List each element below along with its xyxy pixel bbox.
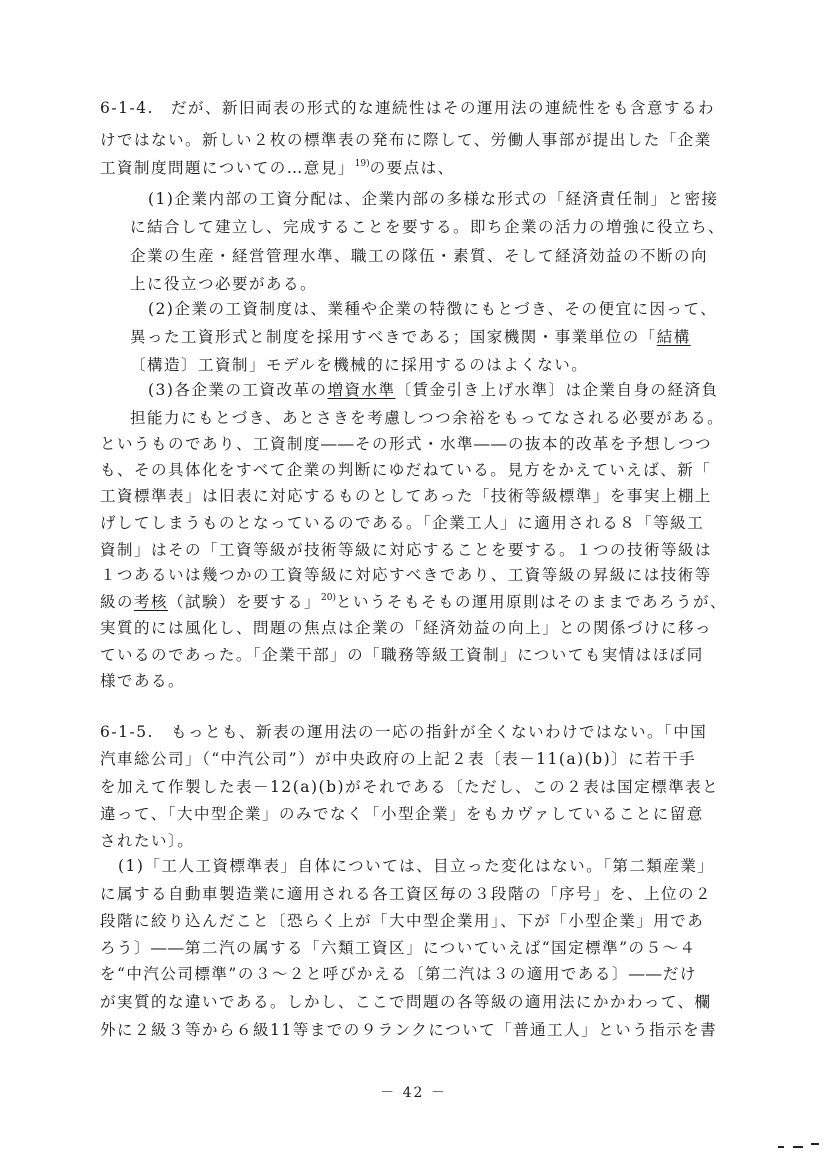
text-line [100,777,719,797]
text-line [100,486,712,506]
underlined-term: 考核 [134,593,169,611]
text-line [130,217,725,237]
text-line [100,540,712,560]
text-line [130,327,691,347]
text-line [100,884,712,904]
text-run: 様である。 [100,672,186,690]
text-line [100,158,455,181]
text-line [100,671,185,691]
text-run: (1)企業内部の工資分配は、企業内部の多様な形式の「経済責任制」と密接 [148,190,719,208]
text-run: 違って、「大中型企業」のみでなく「小型企業」をもカヴァしていることに留意 [100,805,704,823]
text-line [100,1020,717,1040]
text-line [130,274,317,294]
text-line [100,434,712,454]
underlined-term: 増資水準 [327,381,396,399]
text-line [100,722,707,742]
text-run: 上に役立つ必要がある。 [130,275,318,293]
text-run: に結合して建立し、完成することを要する。即ち企業の活力の増強に役立ち、 [130,218,726,236]
text-run: も、その具体化をすべて企業の判断にゆだねている。見方をかえていえば、新「 [100,461,712,479]
text-line [118,856,714,876]
text-line [130,246,708,266]
text-run: 6-1-4. だが、新旧両表の形式的な連続性はその運用法の連続性をも含意するわ [100,99,715,117]
text-line [100,645,704,665]
text-line [100,938,697,958]
scan-speck [778,1146,784,1148]
text-line [148,380,719,400]
text-run: 資制」はその「工資等級が技術等級に対応することを要する。１つの技術等級は [100,541,713,559]
text-run: 6-1-5. もっとも、新表の運用法の一応の指針が全くないわけではない。「中国 [100,723,708,741]
text-run: 汽車総公司」（“中汽公司”）が中央政府の上記２表〔表－11(a)(b)〕に若干手 [100,750,697,768]
text-line [130,408,724,428]
text-run: の要点は、 [369,159,455,177]
text-run: を加えて作製した表－12(a)(b)がそれである〔ただし、この２表は国定標準表と [100,778,720,796]
text-line [100,130,712,150]
text-line [100,911,704,931]
text-line [100,831,194,851]
text-run: ているのであった。「企業干部」の「職務等級工資制」についても実情はほぼ同 [100,646,704,664]
text-line [130,355,588,375]
text-run: というものであり、工資制度――その形式・水準――の抜本的改革を予想しつつ [100,435,713,453]
text-run: けではない。新しい２枚の標準表の発布に際して、労働人事部が提出した「企業 [100,131,712,149]
page-number: － 42 － [380,1085,447,1101]
text-line [100,460,711,480]
text-run: が実質的な違いである。しかし、ここで問題の各等級の適用法にかかわって、欄 [100,993,712,1011]
text-run: (2)企業の工資制度は、業種や企業の特徴にもとづき、その便宜に因って、 [148,300,718,318]
text-line [100,513,704,533]
text-run: げしてしまうものとなっているのである。「企業工人」に適用される８「等級工 [100,514,705,532]
text-run: を“中汽公司標準”の３～２と呼びかえる〔第二汽は３の適用である〕――だけ [100,965,697,983]
text-line [100,964,697,984]
text-run: 担能力にもとづき、あとさきを考慮しつつ余裕をもってなされる必要がある。 [130,409,725,427]
text-run: 工資制度問題についての…意見」 [100,159,355,177]
text-run: 〔賃金引き上げ水準〕は企業自身の経済負 [395,381,719,399]
text-line [100,749,696,769]
text-line [100,618,712,638]
text-run: されたい〕。 [100,832,195,850]
text-run: 異った工資形式と制度を採用すべきである；国家機関・事業単位の「 [130,328,657,346]
text-run: 級の [100,593,135,611]
text-run: (1)「工人工資標準表」自体については、目立った変化はない。「第二類産業」 [118,857,715,875]
text-line [100,992,712,1012]
text-run: 外に２級３等から６級11等までの９ランクについて「普通工人」という指示を書 [100,1021,718,1039]
text-line [148,299,717,319]
text-line [100,592,727,615]
text-run: というそもそもの運用原則はそのままであろうが、 [336,593,728,611]
underlined-term: 結構 [656,328,691,346]
text-run: ろう〕――第二汽の属する「六類工資区」についていえば“国定標準”の５～４ [100,939,697,957]
text-run: に属する自動車製造業に適用される各工資区毎の３段階の「序号」を、上位の２ [100,885,713,903]
text-run: （試験）を要する」 [168,593,322,611]
footnote-ref: 20) [321,593,337,603]
scan-speck [793,1146,803,1148]
footnote-ref: 19) [354,159,370,169]
text-run: 実質的には風化し、問題の焦点は企業の「経済効益の向上」との関係づけに移っ [100,619,713,637]
text-line [148,189,718,209]
text-line [100,804,704,824]
text-run: 〔構造〕工資制」モデルを機械的に採用するのはよくない。 [130,356,589,374]
text-run: (3)各企業の工資改革の [148,381,328,399]
text-run: 工資標準表」は旧表に対応するものとしてあった「技術等級標準」を事実上棚上 [100,487,712,505]
text-run: １つあるいは幾つかの工資等級に対応すべきであり、工資等級の昇級には技術等 [100,566,712,584]
text-line [100,565,712,585]
text-run: 段階に絞り込んだこと〔恐らく上が「大中型企業用」、下が「小型企業」用であ [100,912,705,930]
scan-speck [811,1143,819,1145]
text-line [100,98,715,118]
text-run: 企業の生産・経営管理水準、職工の隊伍・素質、そして経済効益の不断の向 [130,247,709,265]
